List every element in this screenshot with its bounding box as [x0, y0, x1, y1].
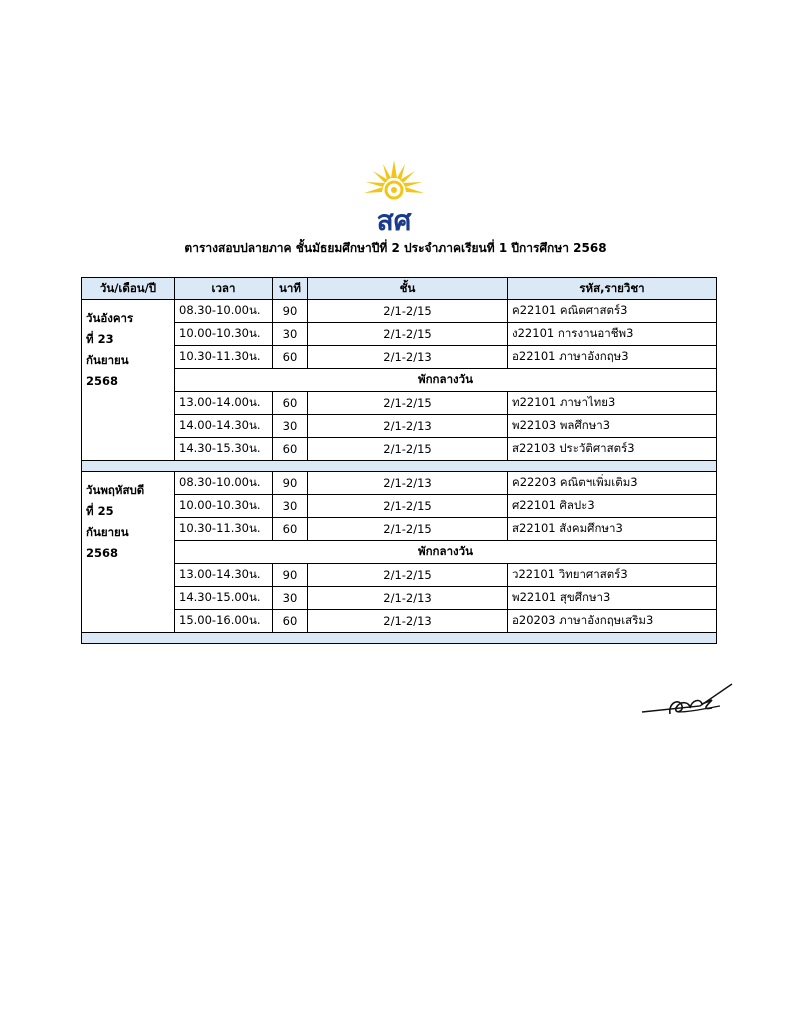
day-month: กันยายน: [86, 525, 129, 539]
minutes-cell: 30: [273, 323, 308, 346]
subject-cell: ท22101 ภาษาไทย3: [508, 392, 717, 415]
minutes-cell: 60: [273, 392, 308, 415]
table-row: [82, 346, 717, 369]
class-cell: 2/1-2/15: [308, 323, 508, 346]
lunch-break-label: พักกลางวัน: [175, 541, 717, 564]
class-cell: 2/1-2/15: [308, 438, 508, 461]
minutes-cell: 60: [273, 346, 308, 369]
subject-cell: ส22101 สังคมศึกษา3: [508, 518, 717, 541]
table-row: [82, 415, 717, 438]
minutes-cell: 60: [273, 438, 308, 461]
day-name: วันพฤหัสบดี: [86, 483, 145, 497]
class-cell: 2/1-2/15: [308, 495, 508, 518]
minutes-cell: 30: [273, 415, 308, 438]
day-date: ที่ 25: [86, 504, 114, 518]
time-cell: 08.30-10.00น.: [175, 472, 273, 495]
day-name: วันอังคาร: [86, 311, 134, 325]
time-cell: 14.30-15.00น.: [175, 587, 273, 610]
time-cell: 13.00-14.00น.: [175, 392, 273, 415]
lunch-break-label: พักกลางวัน: [175, 369, 717, 392]
time-cell: 10.00-10.30น.: [175, 495, 273, 518]
class-cell: 2/1-2/15: [308, 300, 508, 323]
minutes-cell: 90: [273, 564, 308, 587]
table-row: [82, 587, 717, 610]
minutes-cell: 90: [273, 300, 308, 323]
logo-text: สศ: [376, 204, 412, 234]
class-cell: 2/1-2/13: [308, 472, 508, 495]
class-cell: 2/1-2/13: [308, 415, 508, 438]
table-row: [82, 610, 717, 633]
class-cell: 2/1-2/13: [308, 587, 508, 610]
class-cell: 2/1-2/15: [308, 392, 508, 415]
table-row: [82, 472, 717, 495]
subject-cell: ค22203 คณิตฯเพิ่มเติม3: [508, 472, 717, 495]
table-row: [82, 495, 717, 518]
time-cell: 14.30-15.30น.: [175, 438, 273, 461]
header-minutes: นาที: [273, 278, 308, 300]
minutes-cell: 60: [273, 610, 308, 633]
minutes-cell: 90: [273, 472, 308, 495]
time-cell: 13.00-14.30น.: [175, 564, 273, 587]
minutes-cell: 60: [273, 518, 308, 541]
table-row: [82, 392, 717, 415]
class-cell: 2/1-2/15: [308, 518, 508, 541]
subject-cell: อ20203 ภาษาอังกฤษเสริม3: [508, 610, 717, 633]
minutes-cell: 30: [273, 495, 308, 518]
header-class: ชั้น: [308, 278, 508, 300]
day-year: 2568: [86, 374, 119, 388]
day-separator: [82, 461, 717, 472]
header-time: เวลา: [175, 278, 273, 300]
day-cell: [82, 472, 175, 633]
day-month: กันยายน: [86, 353, 129, 367]
table-header-row: [82, 278, 717, 300]
signature-icon: [640, 672, 735, 722]
class-cell: 2/1-2/15: [308, 564, 508, 587]
time-cell: 10.00-10.30น.: [175, 323, 273, 346]
lunch-break-row: [82, 369, 717, 392]
subject-cell: ค22101 คณิตศาสตร์3: [508, 300, 717, 323]
time-cell: 15.00-16.00น.: [175, 610, 273, 633]
day-separator: [82, 633, 717, 644]
subject-cell: ส22103 ประวัติศาสตร์3: [508, 438, 717, 461]
day-date: ที่ 23: [86, 332, 114, 346]
subject-cell: ศ22101 ศิลปะ3: [508, 495, 717, 518]
time-cell: 10.30-11.30น.: [175, 518, 273, 541]
subject-cell: ง22101 การงานอาชีพ3: [508, 323, 717, 346]
table-row: [82, 518, 717, 541]
page-title: ตารางสอบปลายภาค ชั้นมัธยมศึกษาปีที่ 2 ประจำภาคเรียนที่ 1 ปีการศึกษา 2568: [184, 241, 607, 255]
subject-cell: พ22103 พลศึกษา3: [508, 415, 717, 438]
time-cell: 14.00-14.30น.: [175, 415, 273, 438]
lunch-break-row: [82, 541, 717, 564]
time-cell: 08.30-10.00น.: [175, 300, 273, 323]
day-year: 2568: [86, 546, 119, 560]
exam-schedule-table: [81, 277, 717, 644]
table-row: [82, 438, 717, 461]
subject-cell: พ22101 สุขศึกษา3: [508, 587, 717, 610]
subject-cell: อ22101 ภาษาอังกฤษ3: [508, 346, 717, 369]
minutes-cell: 30: [273, 587, 308, 610]
header-date: วัน/เดือน/ปี: [82, 278, 175, 300]
school-emblem-icon: [361, 158, 427, 234]
day-cell: [82, 300, 175, 461]
class-cell: 2/1-2/13: [308, 610, 508, 633]
table-row: [82, 300, 717, 323]
header-subject: รหัส,รายวิชา: [508, 278, 717, 300]
time-cell: 10.30-11.30น.: [175, 346, 273, 369]
table-row: [82, 323, 717, 346]
table-row: [82, 564, 717, 587]
class-cell: 2/1-2/13: [308, 346, 508, 369]
subject-cell: ว22101 วิทยาศาสตร์3: [508, 564, 717, 587]
